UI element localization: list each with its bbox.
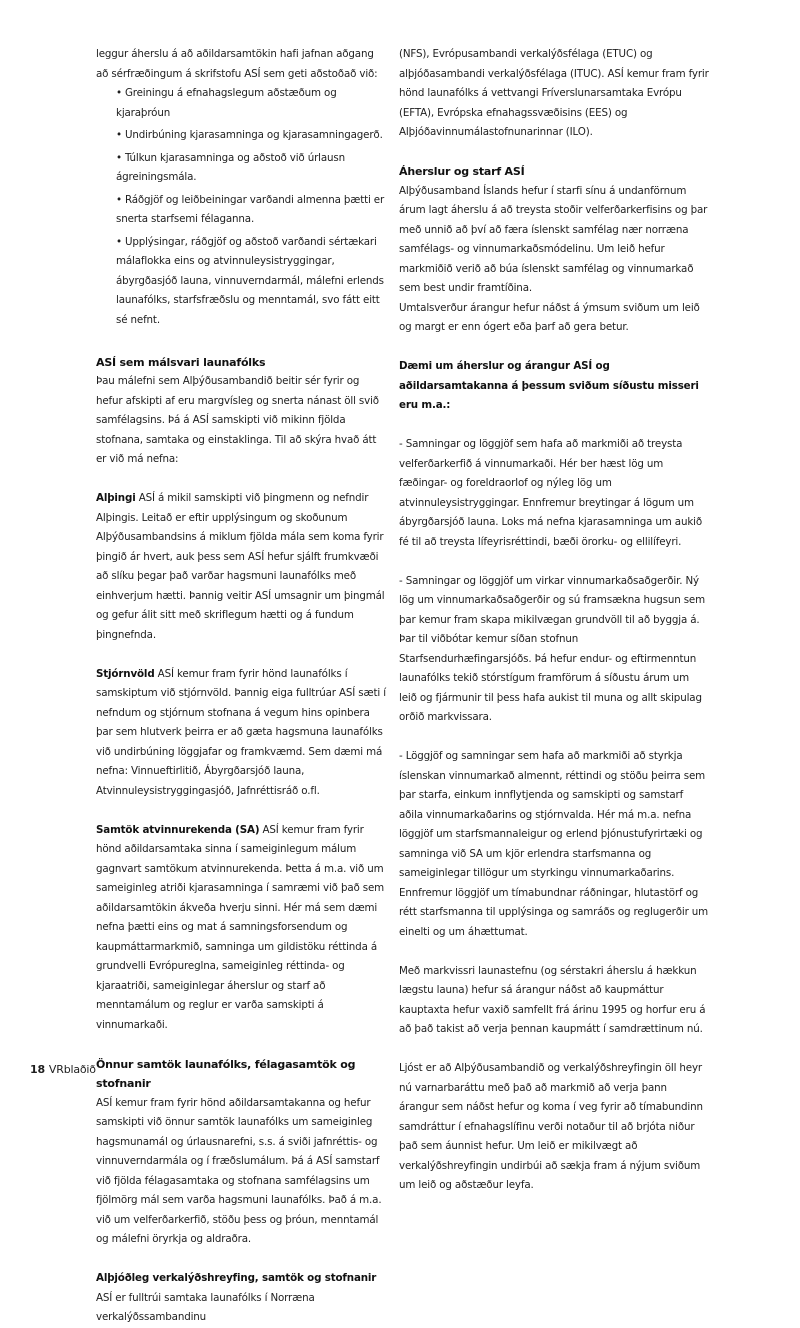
run-in-heading: Alþingi — [96, 492, 136, 504]
left-column — [96, 45, 386, 1328]
intro-paragraph: leggur áherslu á að aðildarsamtökin hafi jafnan aðgang að sérfræðingum á skrifstofu ASÍ sem geti aðstoðað við: — [96, 48, 378, 80]
example-paragraph: - Löggjöf og samningar sem hafa að markmiði að styrkja íslenskan vinnumarkað almennt, réttindi og stöðu þeirra sem þar starfa, einkum innflytjenda og samskipti og samstarf aðila vinnumarkaðarins og stjórnvalda. Hér má m.a. nefna löggjöf um starfsmannaleigur og erlend þjónustufyrirtæki og samninga við SA um kjör erlendra starfsmanna og sameiginlegar tillögur um styrkingu vinnumarkaðarins. Ennfremur löggjöf um tímabundnar ráðningar, hlutastörf og rétt starfsmanna til upplýsinga og samráðs og reglugerðir um einelti og um áhættumat. — [399, 750, 709, 938]
althingi-paragraph: Alþingi ASÍ á mikil samskipti við þingmenn og nefndir Alþingis. Leitað er eftir upplýsingum og skoðunum Alþýðusambandsins á miklum fjölda mála sem koma fyrir þingið ár hvert, auk þess sem ASÍ hefur sjálft frumkvæði að slíku þegar það varðar hagsmuni launafólks með einhverjum hætti. Þannig veitir ASÍ umsagnir um þingmál og gefur álit sitt með skriflegum hætti og á fundum þingnefnda. — [96, 492, 385, 641]
international-paragraph: Alþjóðleg verkalýðshreyfing, samtök og stofnanir ASÍ er fulltrúi samtaka launafólks í Norræna verkalýðssambandinu — [96, 1272, 377, 1323]
list-item: • Ráðgjöf og leiðbeiningar varðandi almenna þætti er snerta starfsemi félaganna. — [116, 193, 385, 225]
section-paragraph: Alþýðusamband Íslands hefur í starfi sínu á undanförnum árum lagt áherslu á að treysta stoðir velferðarkerfisins og þar með unnið að því að færa íslenskt samfélag nær norræna samfélags- og vinnumarkaðsmódelinu. Um leið hefur markmiðið verið að búa íslenskt samfélag og vinnumarkað sem best undir framtíðina. — [399, 184, 708, 294]
section-heading: Áherslur og starf ASÍ — [399, 165, 525, 178]
section-heading: Önnur samtök launafólks, félagasamtök og stofnanir — [96, 1057, 356, 1090]
bullet-icon: • — [116, 235, 122, 248]
example-paragraph: - Samningar og löggjöf sem hafa að markmiði að treysta velferðarkerfið á vinnumarkaði. Hér ber hæst lög um fæðingar- og foreldraorlof og nýleg lög um atvinnuleysistryggingar. Ennfremur breytingar á lögum um ábyrgðarsjóð launa. Loks má nefna kjarasamninga um aukið fé til að treysta lífeyrisréttindi, bæði örorku- og ellilífeyri. — [399, 438, 703, 548]
run-in-heading: Alþjóðleg verkalýðshreyfing, samtök og stofnanir — [96, 1272, 377, 1284]
section-paragraph: Umtalsverður árangur hefur náðst á ýmsum sviðum um leið og margt er enn ógert eða þarf að gera betur. — [399, 301, 700, 333]
bullet-icon: • — [116, 87, 122, 99]
international-continued: (NFS), Evrópusambandi verkalýðsfélaga (ETUC) og alþjóðasambandi verkalýðsfélaga (ITUC). ASÍ kemur fram fyrir hönd launafólks á vettvangi Fríverslunarsamtaka Evrópu (EFTA), Evrópska efnahagssvæðisins (EES) og Alþjóðavinnumálastofnunarinnar (ILO). — [399, 48, 709, 138]
sa-paragraph: Samtök atvinnurekenda (SA) ASÍ kemur fram fyrir hönd aðildarsamtaka sinna í sameiginlegum málum gagnvart samtökum atvinnurekenda. Þetta á m.a. við um sameiginleg atriði kjarasamninga í samræmi við það sem aðildarsamtökin ákveða hverju sinni. Hér má sem dæmi nefna þætti eins og mat á samningsforsendum og kaupmáttarmarkmið, samninga um gildistöku réttinda á grundvelli Evrópureglna, sameiginleg réttinda- og kjaraatriði, sameiginlegar áherslur og starf að menntamálum og reglur er varða samskipti á vinnumarkaði. — [96, 823, 385, 1031]
list-item: • Greiningu á efnahagslegum aðstæðum og kjaraþróun — [116, 87, 337, 119]
run-in-heading: Samtök atvinnurekenda (SA) — [96, 823, 260, 836]
bullet-icon: • — [116, 151, 122, 164]
list-item: • Upplýsingar, ráðgjöf og aðstoð varðandi sértækari málaflokka eins og atvinnuleysistryggingar, ábyrgðasjóð launa, vinnuverndarmál, málefni erlends launafólks, starfsfræðslu og menntamál, svo fátt eitt sé nefnt. — [116, 235, 384, 326]
example-paragraph: - Samningar og löggjöf um virkar vinnumarkaðsaðgerðir. Ný lög um vinnumarkaðsaðgerðir og sú framsækna hugsun sem þar kemur fram skapa mikilvægan grundvöll til að byggja á. Þar til viðbótar kemur síðan stofnun Starfsendurhæfingarsjóðs. Þá hefur endur- og eftirmenntun launafólks tekið stórstígum framförum á síðustu árum um leið og fjármunir til þess hafa aukist til muna og allt skipulag orðið markvissara. — [399, 574, 705, 723]
section-heading: ASÍ sem málsvari launafólks — [96, 355, 266, 369]
bullet-icon: • — [116, 129, 122, 141]
run-in-heading: Stjórnvöld — [96, 667, 155, 680]
stjornvold-paragraph: Stjórnvöld ASÍ kemur fram fyrir hönd launafólks í samskiptum við stjórnvöld. Þannig eiga fulltrúar ASÍ sæti í nefndum og stjórnum stofnana á vegum hins opinbera þar sem hlutverk þeirra er að gæta hagsmuna launafólks við undirbúning löggjafar og framkvæmd. Sem dæmi má nefna: Vinnueftirlitið, Ábyrgðarsjóð launa, Atvinnuleysistryggingasjóð, Jafnréttisráð o.fl. — [96, 667, 386, 797]
section-paragraph: Þau málefni sem Alþýðusambandið beitir sér fyrir og hefur afskipti af eru margvísleg og snerta nánast öll svið samfélagsins. Þá á ASÍ samskipti við mikinn fjölda stofnana, samtaka og einstaklinga. Til að skýra hvað átt er við má nefna: — [96, 375, 379, 465]
page-footer — [30, 1063, 96, 1076]
right-column — [399, 45, 709, 1196]
services-list — [96, 84, 386, 330]
wages-paragraph: Með markvissri launastefnu (og sérstakri áherslu á hækkun lægstu launa) hefur sá árangur náðst að kaupmáttur kauptaxta hefur vaxið samfellt frá árinu 1995 og horfur eru á að það takist að verja þennan kaupmátt í samdrættinum nú. — [399, 964, 706, 1035]
list-item: • Túlkun kjarasamninga og aðstoð við úrlausn ágreiningsmála. — [116, 151, 346, 183]
publication-name: VRblaðið — [48, 1063, 96, 1076]
examples-heading: Dæmi um áherslur og árangur ASÍ og aðildarsamtakanna á þessum sviðum síðustu misseri eru m.a.: — [399, 360, 699, 411]
bullet-icon: • — [116, 193, 122, 206]
page-number: 18 — [30, 1063, 45, 1076]
closing-paragraph: Ljóst er að Alþýðusambandið og verkalýðshreyfingin öll heyr nú varnarbaráttu með það að markmið að verja þann árangur sem náðst hefur og koma í veg fyrir að tímabundinn samdráttur í efnahagslífinu verði notaður til að brjóta niður það sem áunnist hefur. Um leið er mikilvægt að verkalýðshreyfingin undirbúi að sækja fram á nýjum sviðum um leið og aðstæður leyfa. — [399, 1062, 703, 1191]
list-item: • Undirbúning kjarasamninga og kjarasamningagerð. — [116, 129, 383, 141]
section-paragraph: ASÍ kemur fram fyrir hönd aðildarsamtakanna og hefur samskipti við önnur samtök launafólks um sameiginleg hagsmunamál og úrlausnarefni, s.s. á sviði jafnréttis- og vinnuverndarmála og í fræðslumálum. Þá á ASÍ samstarf við fjölda félagasamtaka og stofnana samfélagsins um fjölmörg mál sem varða hagsmuni launafólks. Það á m.a. við um velferðarkerfið, stöðu þess og þróun, menntamál og málefni öryrkja og aldraðra. — [96, 1096, 382, 1245]
